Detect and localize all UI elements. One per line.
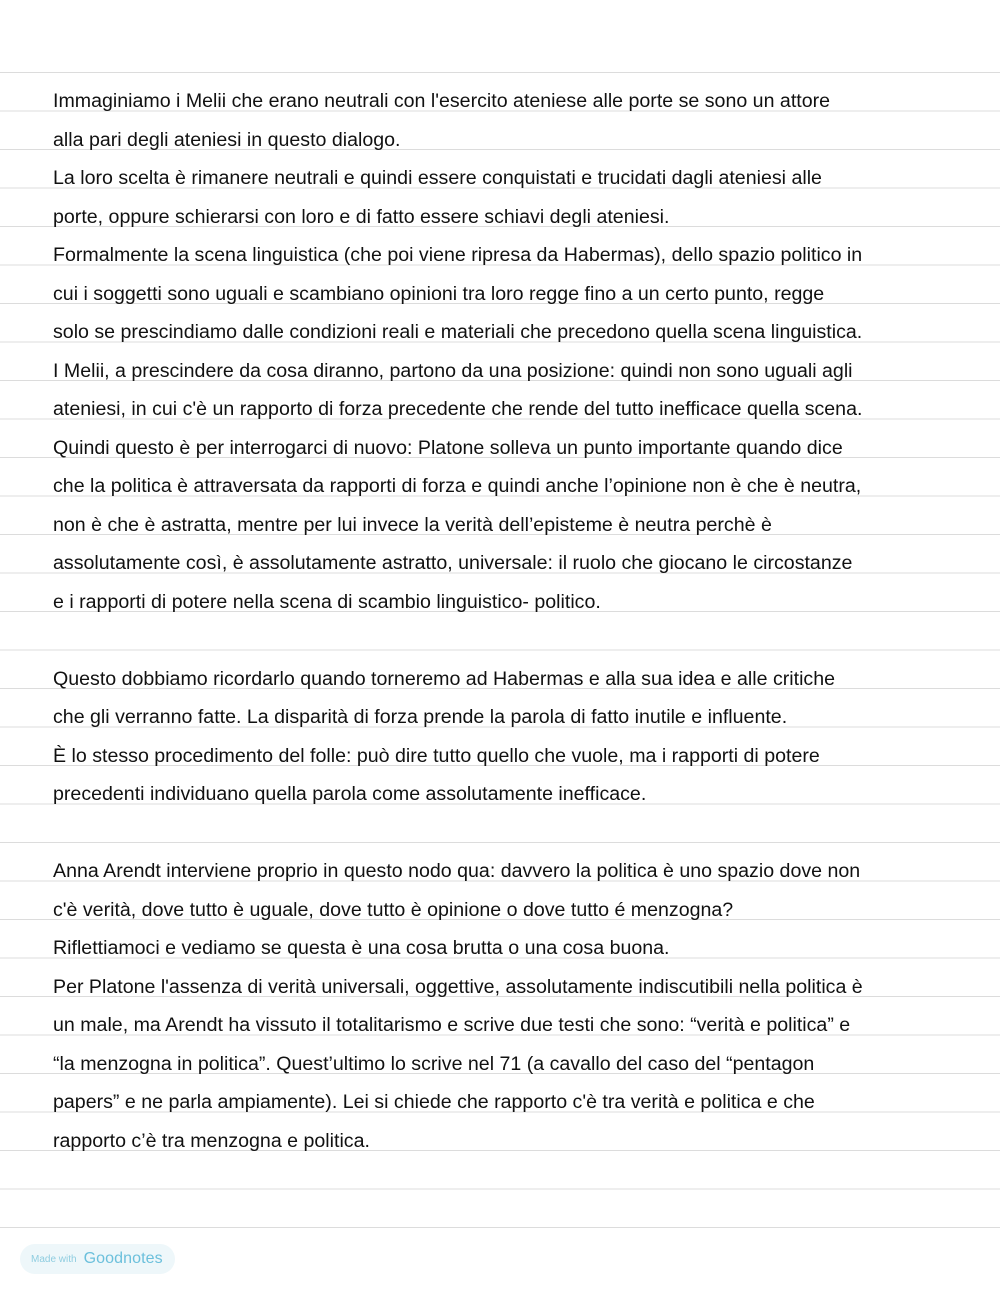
text-line: Quindi questo è per interrogarci di nuovo: Platone solleva un punto importante quando dice (53, 436, 843, 459)
top-margin (0, 0, 1000, 72)
text-line: assolutamente così, è assolutamente astratto, universale: il ruolo che giocano le circostanze (53, 552, 853, 574)
text-line: Anna Arendt interviene proprio in questo nodo qua: davvero la politica è uno spazio dove non (53, 860, 861, 882)
text-line: Formalmente la scena linguistica (che poi viene ripresa da Habermas), dello spazio politico in (53, 244, 863, 266)
text-line: È lo stesso procedimento del folle: può dire tutto quello che vuole, ma i rapporti di potere (53, 744, 820, 767)
blank-line (53, 621, 953, 660)
text-line: e i rapporti di potere nella scena di scambio linguistico- politico. (53, 590, 601, 613)
text-line: Questo dobbiamo ricordarlo quando torneremo ad Habermas e alla sua idea e alle critiche (53, 667, 836, 690)
paragraph-3 (53, 852, 953, 1160)
text-line: Immaginiamo i Melii che erano neutrali con l'esercito ateniese alle porte se sono un attore (53, 90, 831, 112)
text-line: I Melii, a prescindere da cosa diranno, partono da una posizione: quindi non sono uguali agli (53, 359, 853, 382)
text-line: non è che è astratta, mentre per lui invece la verità dell’episteme è neutra perchè è (53, 513, 772, 536)
text-line: che la politica è attraversata da rapporti di forza e quindi anche l’opinione non è che è neutra, (53, 475, 862, 497)
text-line: ateniesi, in cui c'è un rapporto di forza precedente che rende del tutto inefficace quella scena. (53, 398, 863, 420)
made-with-label: Made with (31, 1253, 77, 1265)
text-line: c'è verità, dove tutto è uguale, dove tutto è opinione o dove tutto é menzogna? (53, 898, 734, 921)
text-line: porte, oppure schierarsi con loro e di fatto essere schiavi degli ateniesi. (53, 205, 670, 228)
blank-line (53, 814, 953, 853)
text-line: che gli verranno fatte. La disparità di forza prende la parola di fatto inutile e influente. (53, 706, 788, 728)
text-line: precedenti individuano quella parola come assolutamente inefficace. (53, 783, 647, 805)
note-body (53, 82, 953, 1160)
paragraph-1 (53, 82, 953, 621)
text-line: Riflettiamoci e vediamo se questa è una cosa brutta o una cosa buona. (53, 937, 670, 959)
text-line: La loro scelta è rimanere neutrali e quindi essere conquistati e trucidati dagli ateniesi alle (53, 167, 822, 189)
text-line: Per Platone l'assenza di verità universali, oggettive, assolutamente indiscutibili nella politica è (53, 975, 863, 998)
paragraph-2 (53, 660, 953, 814)
text-line: “la menzogna in politica”. Quest’ultimo lo scrive nel 71 (a cavallo del caso del “pentagon (53, 1052, 815, 1075)
text-line: papers” e ne parla ampiamente). Lei si chiede che rapporto c'è tra verità e politica e che (53, 1091, 815, 1113)
goodnotes-logo: Goodnotes (83, 1250, 163, 1267)
text-line: solo se prescindiamo dalle condizioni reali e materiali che precedono quella scena linguistica. (53, 321, 863, 343)
text-line: rapporto c’è tra menzogna e politica. (53, 1129, 370, 1152)
made-with-goodnotes-badge[interactable] (20, 1244, 175, 1274)
text-line: cui i soggetti sono uguali e scambiano opinioni tra loro regge fino a un certo punto, regge (53, 282, 825, 305)
text-line: alla pari degli ateniesi in questo dialogo. (53, 128, 401, 151)
text-line: un male, ma Arendt ha vissuto il totalitarismo e scrive due testi che sono: “verità e politica” e (53, 1014, 851, 1036)
